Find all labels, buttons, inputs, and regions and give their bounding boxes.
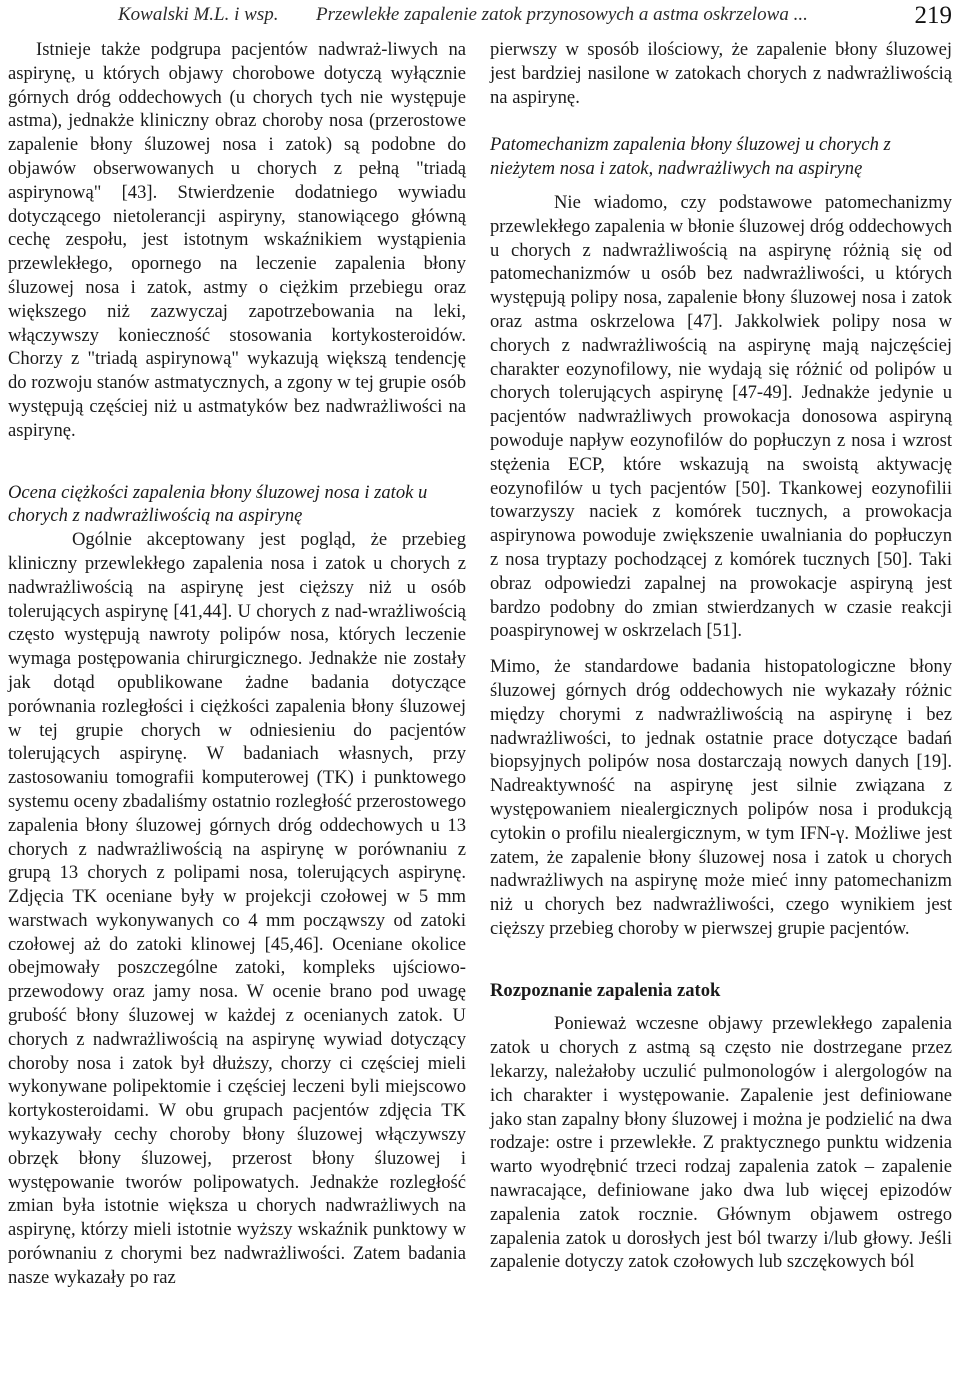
paragraph-diagnosis: Ponieważ wczesne objawy przewlekłego zapalenia zatok u chorych z astmą są często nie dostrzegane przez lekarzy, należałoby uczulić pulmonologów i alergologów na ich charakter i występowanie. Zapalenie jest definiowane jako stan zapalny błony śluzowej i można je podzielić na dwa rodzaje: ostre i przewlekłe. Z praktycznego punktu widzenia warto wyodrębnić trzeci rodzaj zapalenia zatok – zapalenie nawracające, definiowane jako dwa lub więcej epizodów zapalenia zatok rocznie. Głównym objawem ostrego zapalenia zatok u dorosłych jest ból twarzy i/lub głowy. Jeśli zapalenie dotyczy zatok czołowych lub szczękowych ból (490, 1013, 952, 1273)
left-column (8, 38, 466, 1290)
page-number: 219 (914, 2, 952, 29)
section-heading-severity: Ocena ciężkości zapalenia błony śluzowej nosa i zatok u chorych z nadwrażliwością na aspirynę (8, 481, 428, 527)
running-head (118, 2, 952, 28)
running-head-title: Przewlekłe zapalenie zatok przynosowych a astma oskrzelowa ... (316, 4, 808, 25)
paragraph-pathomechanism: Nie wiadomo, czy podstawowe patomechanizmy przewlekłego zapalenia w błonie śluzowej dróg oddechowych u chorych z nadwrażliwością na aspirynę różnią się od patomechanizmów u osób bez nadwrażliwości, u których występują polipy nosa, zapalenie błony śluzowej nosa i zatok oraz astma oskrzelowa [47]. Jakkolwiek polipy nosa w chorych z nadwrażliwością na aspirynę mają najczęściej charakter eozynofilowy, nie wydają się różnić od polipów u chorych tolerujących aspirynę [47-49]. Jednakże jedynie u pacjentów nadwrażliwych prowokacja donosowa aspiryną powoduje napływ eozynofilów do popłuczyn z nosa i wzrost stężenia ECP, które wskazują na swoistą aktywację eozynofilów u tych pacjentów [50]. Tkankowej eozynofilii towarzyszy naciek z komórek tucznych, a prowokacja aspirynowa powoduje zwiększenie uwalniania do popłuczyn z nosa tryptazy pochodzącej z komórek tucznych [50]. Taki obraz odpowiedzi zapalnej na prowokacje aspiryną jest bardzo podobny do zmian stwierdzanych w czasie reakcji poaspirynowej w oskrzelach [51]. (490, 191, 952, 642)
paragraph-aspirin-subgroup: Istnieje także podgrupa pacjentów nadwraż-liwych na aspirynę, u których objawy chorobowe dotyczą wyłącznie górnych dróg oddechowych (u chorych tych nie występuje astma), jednakże kliniczny obraz choroby nosa (przerostowe zapalenie błony śluzowej nosa i zatok) są podobne do objawów obserwowanych u chorych z pełną "triadą aspirynową" [43]. Stwierdzenie dodatniego wywiadu dotyczącego nietolerancji aspiryny, stanowiącego główną cechę zespołu, jest istotnym wskaźnikiem wystąpienia przewlekłego, opornego na leczenie zapalenia błony śluzowej nosa i zatok, astmy o ciężkim przebiegu oraz większego niż zazwyczaj zapotrzebowania na leki, włączywszy konieczność stosowania kortykosteroidów. Chorzy z "triadą aspirynową" wykazują większą tendencję do rozwoju stanów astmatycznych, a zgony w tej grupie osób występują częściej niż u astmatyków bez nadwrażliwości na aspirynę. (8, 39, 466, 441)
section-heading-diagnosis: Rozpoznanie zapalenia zatok (490, 979, 721, 1001)
paragraph-severity: Ogólnie akceptowany jest pogląd, że przebieg kliniczny przewlekłego zapalenia nosa i zatok u chorych z nadwrażliwością na aspirynę jest cięższy niż u osób tolerujących aspirynę [41,44]. U chorych z nad-wrażliwością często występują nawroty polipów nosa, których leczenie wymaga postępowania chirurgicznego. Jednakże nie zostały jak dotąd opublikowane żadne badania dotyczące porównania rozległości i ciężkości zapalenia błony śluzowej w tej grupie chorych w odniesieniu do pacjentów tolerujących aspirynę. W badaniach własnych, przy zastosowaniu tomografii komputerowej (TK) i punktowego systemu oceny zbadaliśmy ostatnio rozległość przerostowego zapalenia błony śluzowej górnych dróg oddechowych u 13 chorych z nadwrażliwością na aspirynę w porównaniu z grupą 13 chorych z polipami nosa, tolerujących aspirynę. Zdjęcia TK oceniane były w projekcji czołowej w 5 mm warstwach wykonywanych co 4 mm począwszy od zatoki czołowej aż do zatoki klinowej [45,46]. Oceniane okolice obejmowały poszczególne zatoki, kompleks ujściowo-przewodowy oraz jamy nosa. W ocenie brano pod uwagę grubość błony śluzowej w każdej z ocenianych zatok. U chorych z nadwrażliwością na aspirynę wywiad dotyczący choroby nosa i zatok był dłuższy, chorzy ci częściej mieli wykonywane polipektomie i częściej leczeni byli miejscowo kortykosteroidami. W obu grupach pacjentów zdjęcia TK wykazywały cechy choroby błony śluzowej włączywszy obrzęk błony śluzowej, przerost błony śluzowej i występowanie tworów polipowatych. Jednakże rozległość zmian była istotnie większa u chorych nadwrażliwych na aspirynę, którzy mieli istotnie wyższy wskaźnik punktowy w porównaniu z chorymi bez nadwrażliwości. Zatem badania nasze wykazały po raz (8, 529, 467, 1288)
section-heading-pathomechanism: Patomechanizm zapalenia błony śluzowej u chorych z nieżytem nosa i zatok, nadwrażliwych na aspirynę (490, 134, 891, 180)
paragraph-histopathology: Mimo, że standardowe badania histopatologiczne błony śluzowej górnych dróg oddechowych nie wykazały różnic między chorymi z nadwrażliwością na aspirynę i bez nadwrażliwości, to jednak ostatnie prace dotyczące badań biopsyjnych polipów nosa dostarczają nowych danych [19]. Nadreaktywność na aspirynę jest silnie związana z występowaniem niealergicznych polipów nosa i produkcją cytokin o profilu niealergicznym, w tym IFN-γ. Możliwe jest zatem, że zapalenie błony śluzowej nosa i zatok u chorych nadwrażliwych na aspirynę może mieć inny patomechanizm niż u chorych bez nadwrażliwości, czego wynikiem jest cięższy przebieg choroby w pierwszej grupie pacjentów. (490, 656, 952, 939)
paragraph-continuation: pierwszy w sposób ilościowy, że zapalenie błony śluzowej jest bardziej nasilone w zatokach chorych z nadwrażliwością na aspirynę. (490, 39, 952, 108)
right-column (490, 38, 952, 1274)
running-head-authors: Kowalski M.L. i wsp. (118, 4, 279, 25)
